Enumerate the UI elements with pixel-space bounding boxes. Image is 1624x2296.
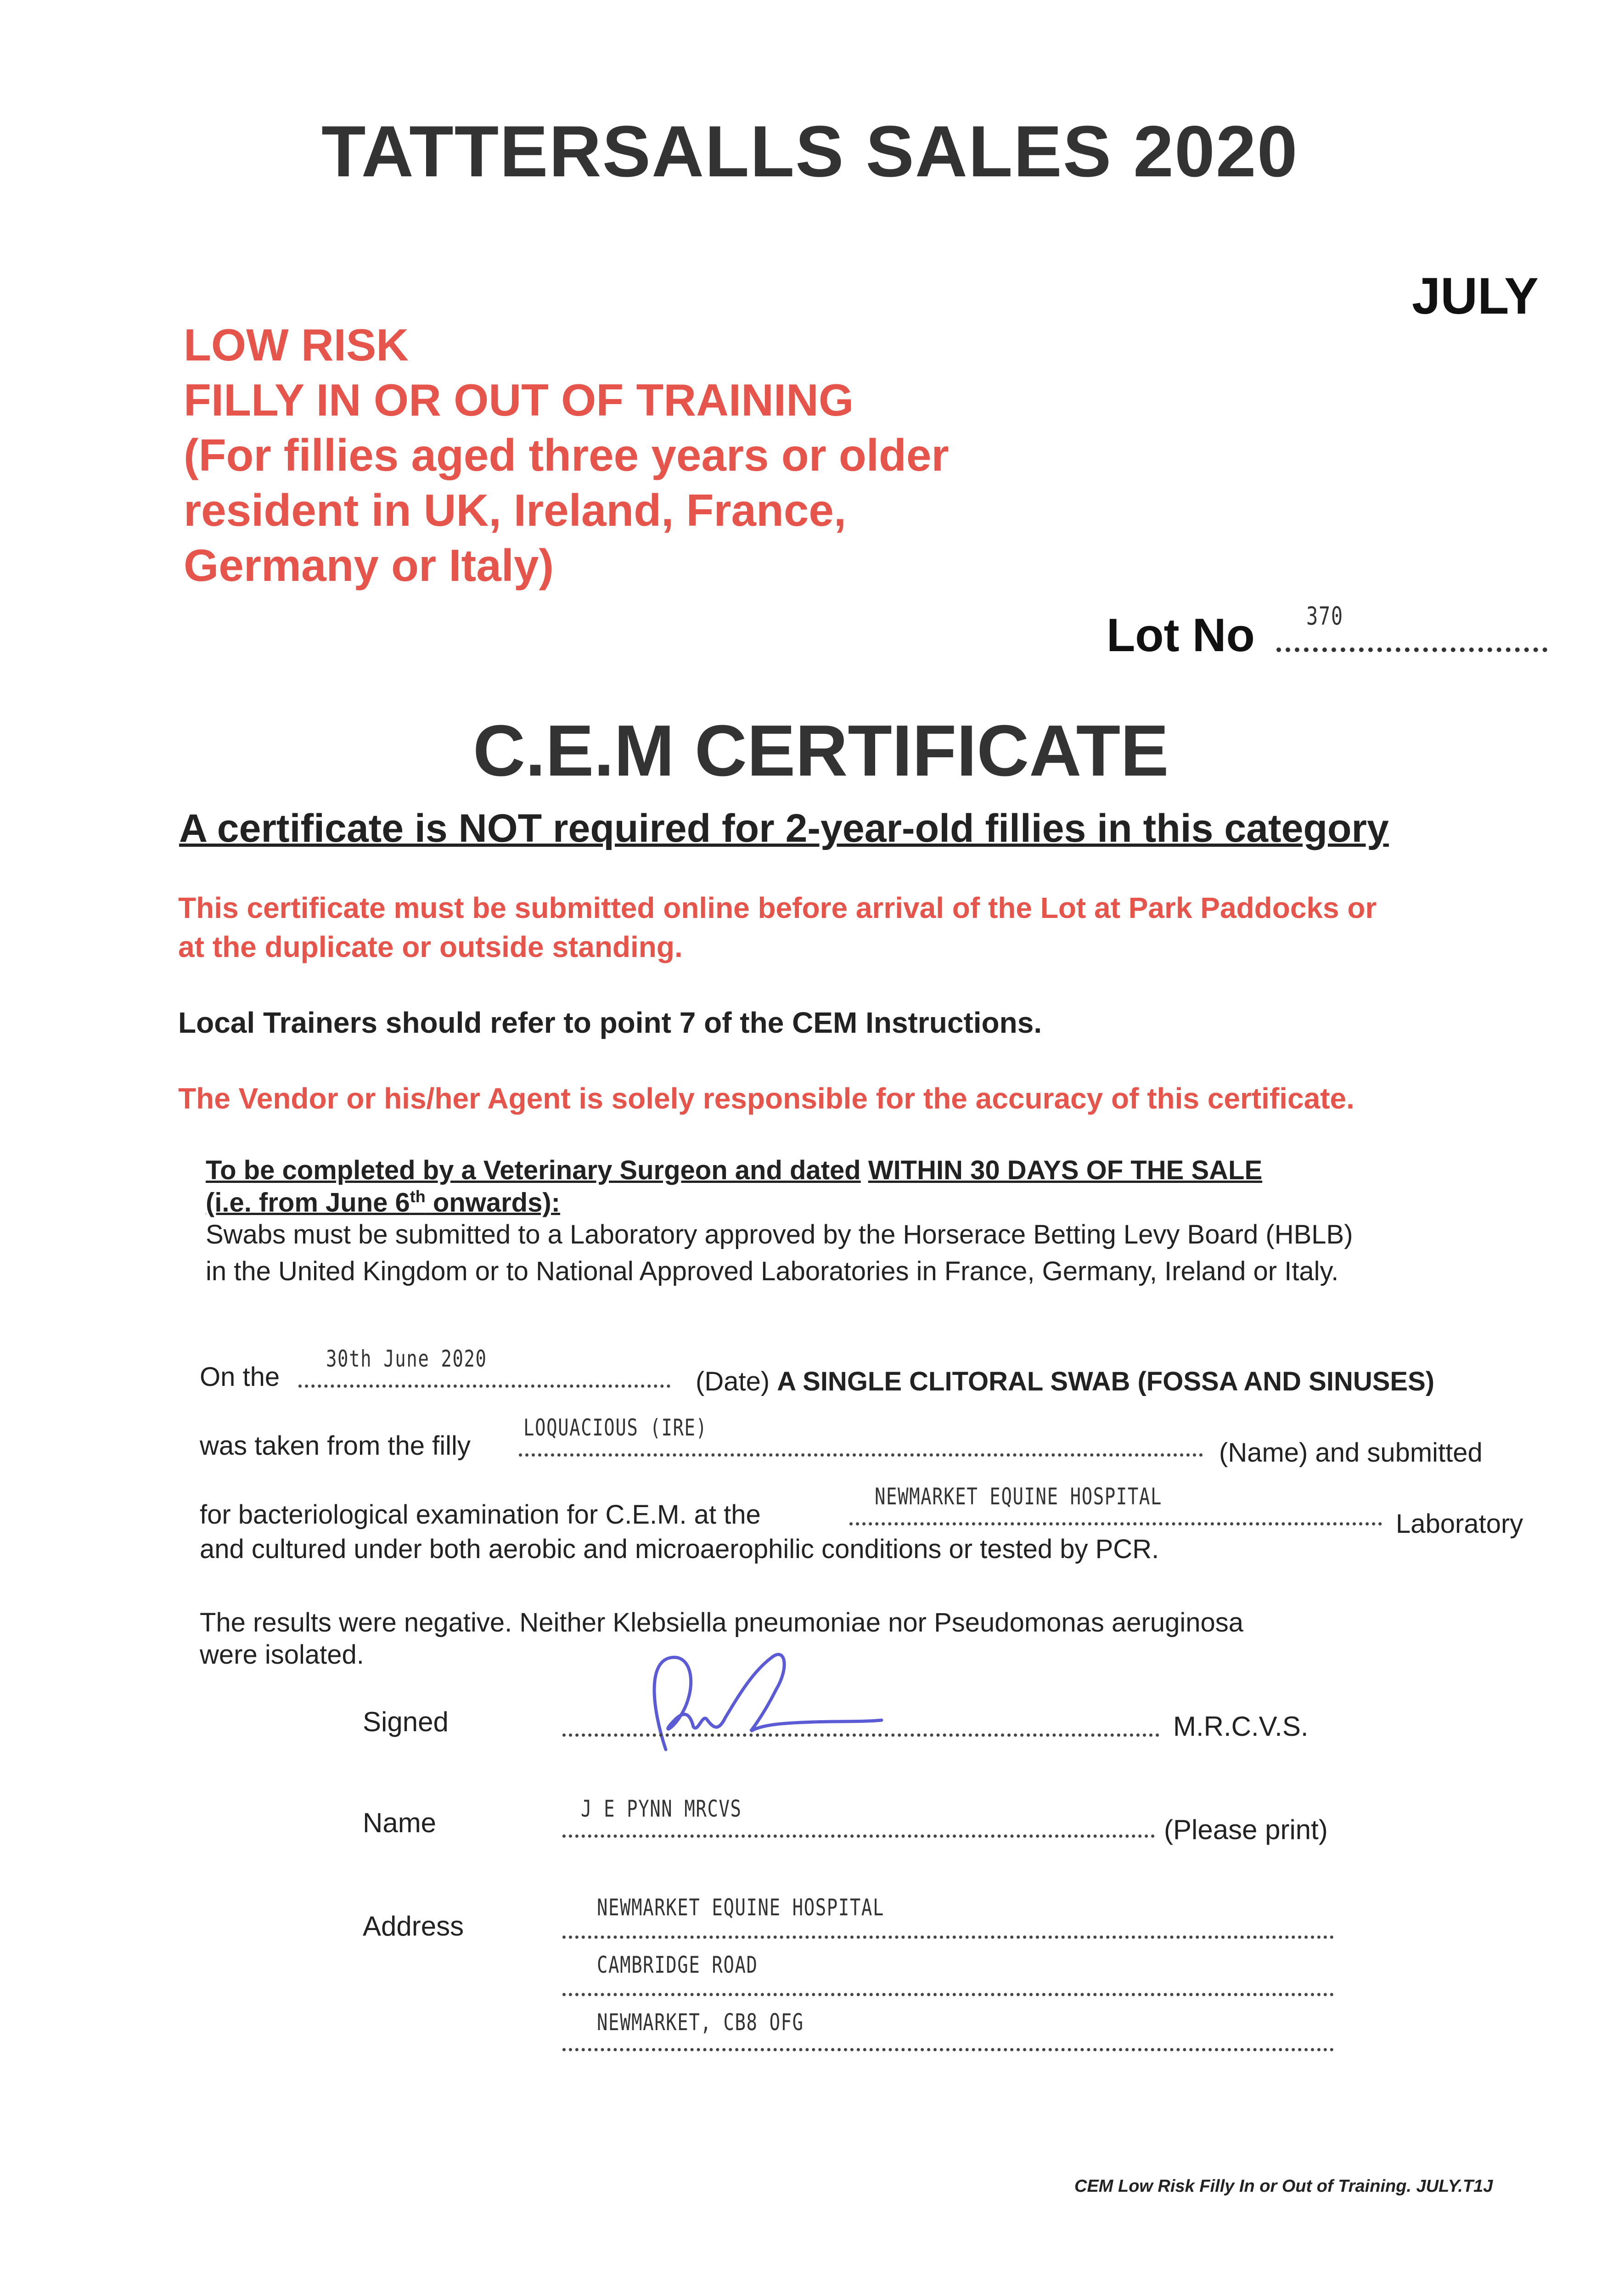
- swabs-note-line1: Swabs must be submitted to a Laboratory approved by the Horserace Betting Levy Board (HBLB): [206, 1220, 1353, 1249]
- vet-heading-part2: WITHIN 30 DAYS OF THE SALE: [868, 1155, 1263, 1185]
- signed-label: Signed: [363, 1706, 449, 1737]
- address-label: Address: [363, 1911, 464, 1941]
- footer-reference: CEM Low Risk Filly In or Out of Training. JULY.T1J: [1074, 2177, 1493, 2196]
- address-dotted-line1: [562, 1936, 1334, 1939]
- date-value: 30th June 2020: [326, 1345, 487, 1372]
- vet-section-heading: [206, 1155, 1262, 1186]
- filly-name-dotted-line: [519, 1453, 1203, 1457]
- sale-title: TATTERSALLS SALES 2020: [321, 111, 1298, 192]
- address-line1: NEWMARKET EQUINE HOSPITAL: [597, 1894, 885, 1921]
- results-line2: were isolated.: [200, 1640, 364, 1670]
- address-dotted-line3: [562, 2048, 1334, 2051]
- address-line2: CAMBRIDGE ROAD: [597, 1952, 758, 1978]
- filly-name-value: LOQUACIOUS (IRE): [523, 1414, 708, 1441]
- mrcvs-label: M.R.C.V.S.: [1173, 1711, 1309, 1742]
- vet-heading-line2-pre: (i.e. from June 6: [206, 1187, 410, 1218]
- category-countries: Germany or Italy): [184, 540, 554, 591]
- cultured-note: and cultured under both aerobic and microaerophilic conditions or tested by PCR.: [200, 1534, 1159, 1564]
- lot-number: 370: [1306, 602, 1343, 630]
- vendor-responsibility-note: The Vendor or his/her Agent is solely responsible for the accuracy of this certificate.: [178, 1082, 1354, 1115]
- certificate-title: C.E.M CERTIFICATE: [473, 710, 1169, 791]
- taken-from-label: was taken from the filly: [200, 1431, 471, 1461]
- category-type: FILLY IN OR OUT OF TRAINING: [184, 375, 854, 425]
- submit-notice-line1: This certificate must be submitted online before arrival of the Lot at Park Paddocks or: [178, 891, 1377, 924]
- vet-signature: [634, 1639, 891, 1759]
- name-suffix: (Name) and submitted: [1219, 1438, 1483, 1468]
- address-line3: NEWMARKET, CB8 OFG: [597, 2009, 804, 2036]
- submit-notice-line2: at the duplicate or outside standing.: [178, 930, 683, 963]
- laboratory-value: NEWMARKET EQUINE HOSPITAL: [875, 1483, 1163, 1510]
- address-dotted-line2: [562, 1993, 1334, 1996]
- on-the-label: On the: [200, 1362, 280, 1392]
- vet-section-date-range: [206, 1187, 560, 1218]
- date-suffix-label: (Date): [696, 1367, 770, 1396]
- category-residence: resident in UK, Ireland, France,: [184, 485, 847, 535]
- local-trainers-note: Local Trainers should refer to point 7 of the CEM Instructions.: [178, 1006, 1042, 1039]
- lot-dotted-line: [1276, 647, 1547, 652]
- vet-name-value: J E PYNN MRCVS: [581, 1795, 742, 1822]
- lot-label: Lot No: [1107, 609, 1255, 661]
- signature-dotted-line: [562, 1733, 1159, 1737]
- vet-heading-part1: To be completed by a Veterinary Surgeon and dated: [206, 1155, 861, 1185]
- sale-month: JULY: [1412, 267, 1539, 325]
- name-label: Name: [363, 1807, 437, 1838]
- swabs-note-line2: in the United Kingdom or to National Approved Laboratories in France, Germany, Ireland or Italy.: [206, 1256, 1339, 1286]
- please-print-label: (Please print): [1164, 1814, 1328, 1845]
- name-dotted-line: [562, 1835, 1155, 1838]
- swab-description: A SINGLE CLITORAL SWAB (FOSSA AND SINUSES): [777, 1367, 1435, 1396]
- date-suffix: [696, 1366, 1434, 1397]
- laboratory-suffix: Laboratory: [1396, 1509, 1523, 1539]
- results-line1: The results were negative. Neither Klebsiella pneumoniae nor Pseudomonas aeruginosa: [200, 1608, 1244, 1638]
- date-dotted-line: [298, 1384, 670, 1388]
- category-risk: LOW RISK: [184, 320, 409, 370]
- category-age: (For fillies aged three years or older: [184, 430, 949, 480]
- laboratory-dotted-line: [849, 1522, 1382, 1525]
- not-required-note: A certificate is NOT required for 2-year-old fillies in this category: [179, 806, 1389, 850]
- bact-exam-label: for bacteriological examination for C.E.M. at the: [200, 1500, 761, 1530]
- vet-heading-line2-post: onwards):: [425, 1187, 560, 1218]
- vet-heading-line2-sup: th: [410, 1187, 426, 1206]
